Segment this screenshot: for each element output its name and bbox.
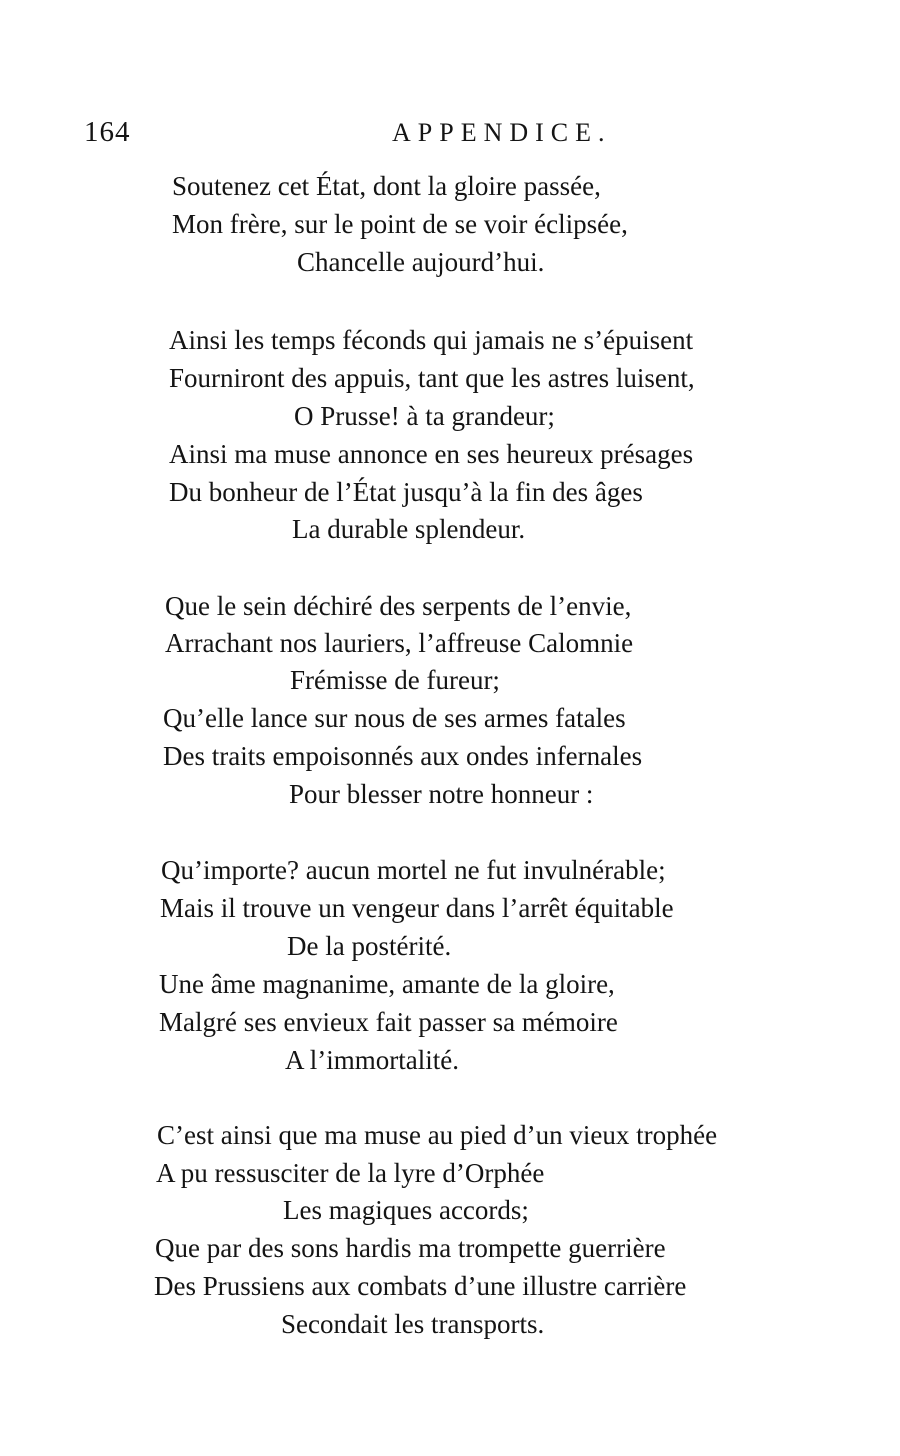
page-number: 164 [84,116,131,148]
verse-line: Fourniront des appuis, tant que les astres luisent, [169,363,695,393]
verse-line: Arrachant nos lauriers, l’affreuse Calomnie [165,628,634,658]
verse-line: C’est ainsi que ma muse au pied d’un vieux trophée [157,1120,718,1150]
verse-line-indented: Pour blesser notre honneur : [289,779,594,809]
verse-line: Mais il trouve un vengeur dans l’arrêt équitable [160,893,674,923]
verse-line-indented: Les magiques accords; [283,1195,529,1225]
verse-line-indented: Chancelle aujourd’hui. [297,247,545,277]
verse-line: Qu’elle lance sur nous de ses armes fatales [163,703,626,733]
verse-line: Ainsi les temps féconds qui jamais ne s’épuisent [169,325,694,355]
verse-line: Qu’importe? aucun mortel ne fut invulnérable; [161,855,666,885]
verse-line: Soutenez cet État, dont la gloire passée, [172,171,601,201]
verse-line-indented: La durable splendeur. [292,514,526,544]
verse-line: Mon frère, sur le point de se voir éclipsée, [172,209,628,239]
running-head: APPENDICE. [392,118,612,147]
verse-line: Que par des sons hardis ma trompette guerrière [155,1233,666,1263]
verse-line: Du bonheur de l’État jusqu’à la fin des âges [169,477,643,507]
verse-line: Des Prussiens aux combats d’une illustre carrière [154,1271,687,1301]
verse-line: Que le sein déchiré des serpents de l’envie, [165,591,632,621]
verse-line-indented: A l’immortalité. [285,1045,459,1075]
verse-line: Des traits empoisonnés aux ondes infernales [163,741,643,771]
verse-line-indented: Secondait les transports. [281,1309,545,1339]
verse-line: A pu ressusciter de la lyre d’Orphée [156,1158,545,1188]
verse-line: Une âme magnanime, amante de la gloire, [159,969,615,999]
verse-line-indented: Frémisse de fureur; [290,665,500,695]
verse-line-indented: De la postérité. [287,931,452,961]
verse-line-indented: O Prusse! à ta grandeur; [294,401,555,431]
verse-line: Malgré ses envieux fait passer sa mémoire [159,1007,618,1037]
verse-line: Ainsi ma muse annonce en ses heureux présages [169,439,694,469]
